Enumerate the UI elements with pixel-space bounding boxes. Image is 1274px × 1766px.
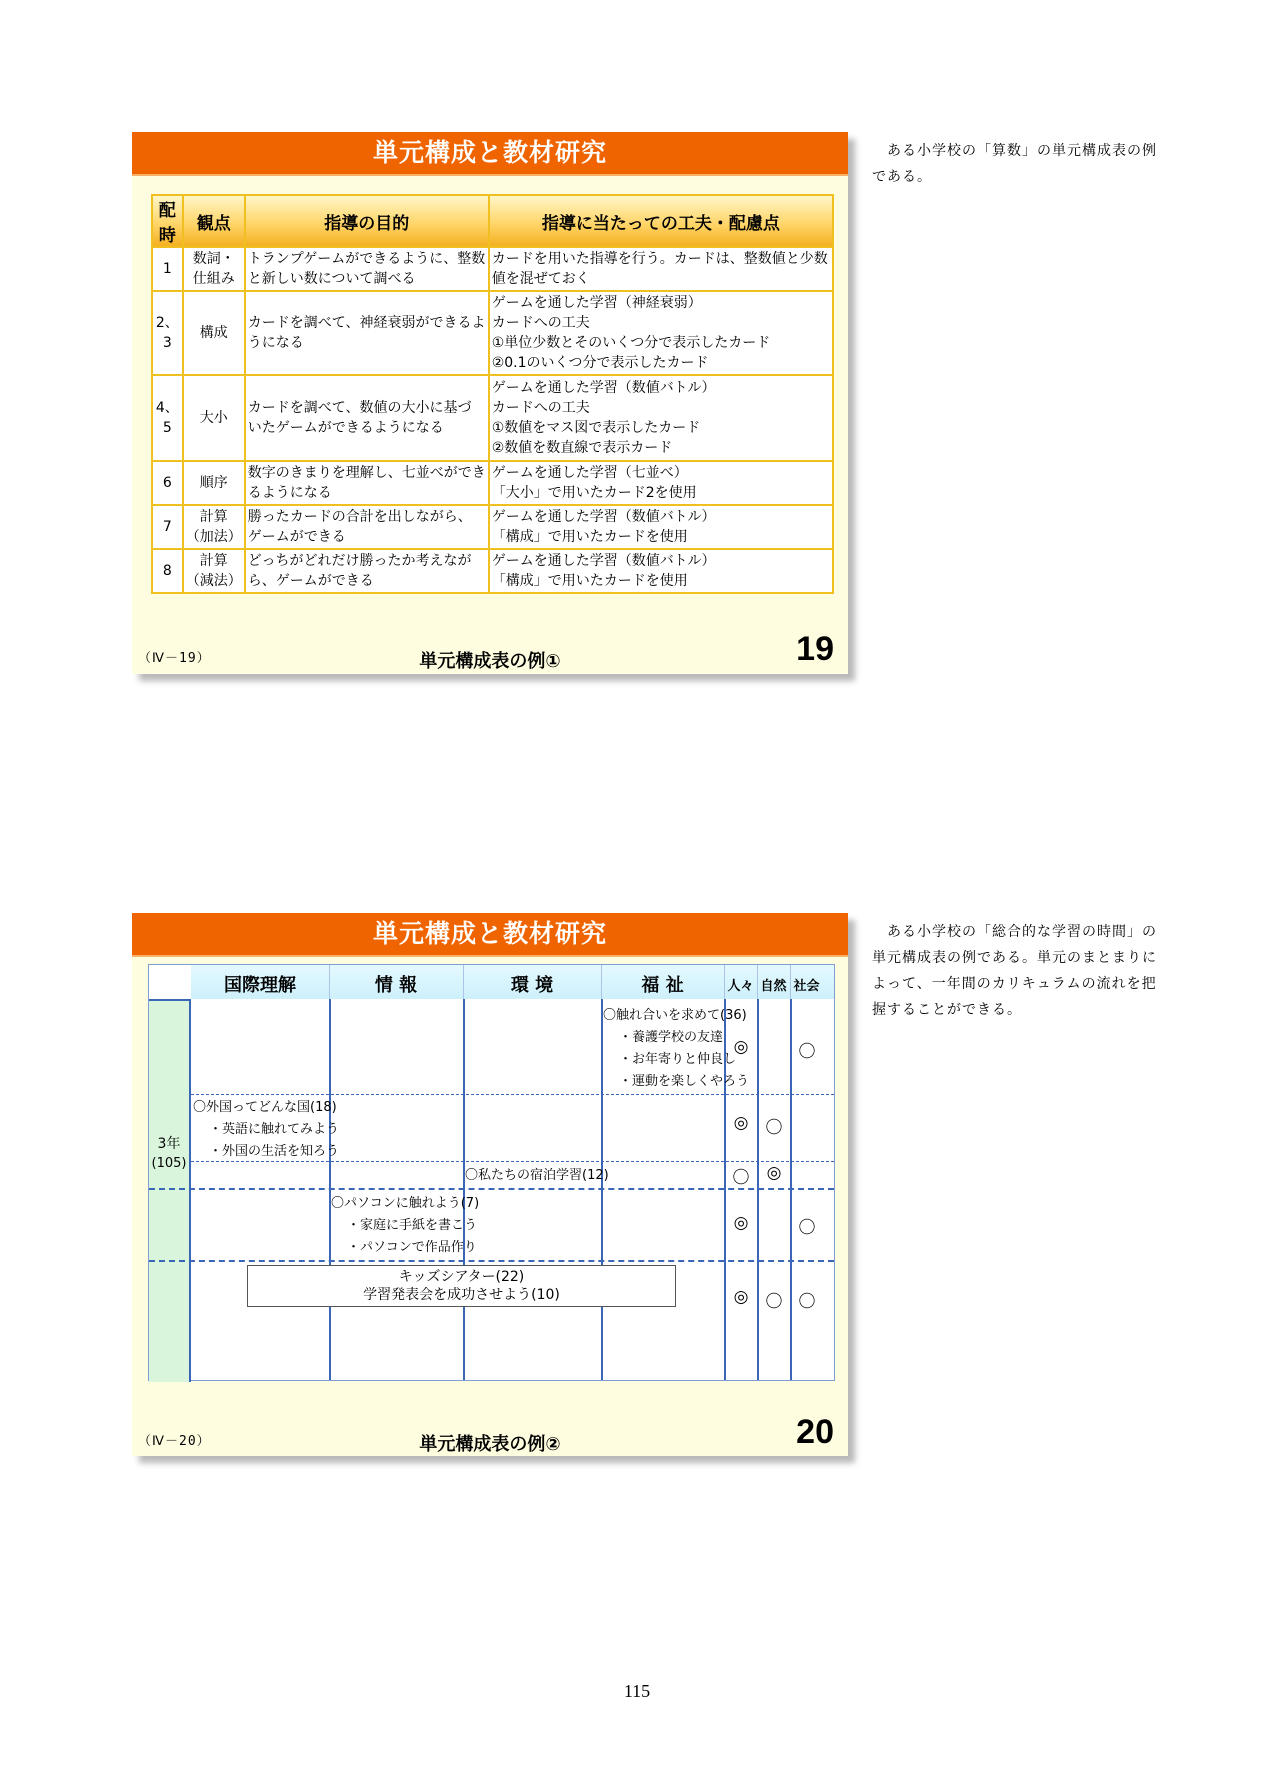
slide-19 xyxy=(132,132,848,674)
header-purpose: 指導の目的 xyxy=(245,195,489,247)
cell-line: 値を混ぜておく xyxy=(491,271,590,287)
kankyo-unit-title: 〇私たちの宿泊学習(12) xyxy=(465,1168,609,1183)
mark: ◎ xyxy=(733,1213,749,1233)
cell-notes xyxy=(489,291,833,375)
row-divider xyxy=(191,1094,834,1095)
slide-number: 20 xyxy=(796,1413,834,1451)
grade-column xyxy=(149,999,191,1382)
cell-line: ら、ゲームができる xyxy=(247,573,374,589)
unit-plan-table xyxy=(151,194,834,594)
slide-caption: 単元構成表の例② xyxy=(419,1434,561,1455)
cell-purpose xyxy=(245,461,489,505)
slide-title: 単元構成と教材研究 xyxy=(132,913,848,957)
header-viewpoint: 観点 xyxy=(183,195,245,247)
cell-purpose xyxy=(245,505,489,549)
divider xyxy=(329,965,330,999)
divider xyxy=(757,965,758,999)
fukushi-unit-title: 〇触れ合いを求めて(36) xyxy=(603,1008,747,1023)
table-row xyxy=(152,291,833,375)
mark: 〇 xyxy=(732,1168,750,1188)
cell-line: 順序 xyxy=(199,475,228,491)
kokusai-unit-title: 〇外国ってどんな国(18) xyxy=(193,1100,337,1115)
slide-ref: （Ⅳ－20） xyxy=(138,1434,211,1449)
joho-item: ・家庭に手紙を書こう xyxy=(347,1218,478,1233)
kids-theater-box xyxy=(247,1265,676,1307)
mark: 〇 xyxy=(765,1118,783,1138)
grade-hours: (105) xyxy=(151,1156,187,1171)
row-divider xyxy=(149,1260,834,1262)
table-row xyxy=(152,461,833,505)
divider xyxy=(601,965,602,999)
cell-line: 仕組み xyxy=(192,271,235,287)
divider xyxy=(724,965,725,999)
cell-line: るようになる xyxy=(247,485,332,501)
slide-title: 単元構成と教材研究 xyxy=(132,132,848,176)
cell-time: 7 xyxy=(152,505,183,549)
cell-time: 6 xyxy=(152,461,183,505)
fukushi-item: ・お年寄りと仲良し xyxy=(619,1052,737,1067)
header-time: 配時 xyxy=(152,195,183,247)
mark: ◎ xyxy=(733,1113,749,1133)
cell-line: 計算 xyxy=(199,509,228,525)
cell-line: 数字のきまりを理解し、七並べができ xyxy=(247,465,486,481)
cell-line: ①単位少数とそのいくつ分で表示したカード xyxy=(491,335,771,351)
header-notes: 指導に当たっての工夫・配慮点 xyxy=(489,195,833,247)
table-header-row xyxy=(152,195,833,247)
cell-viewpoint xyxy=(183,375,245,461)
cell-viewpoint xyxy=(183,291,245,375)
row-divider xyxy=(149,1188,834,1190)
joho-unit-title: 〇パソコンに触れよう(7) xyxy=(331,1196,480,1211)
cell-viewpoint xyxy=(183,461,245,505)
header-society: 社会 xyxy=(793,979,820,994)
mark: 〇 xyxy=(798,1042,816,1062)
fukushi-item: ・運動を楽しくやろう xyxy=(619,1074,750,1089)
cell-line: ゲームを通した学習（七並べ） xyxy=(491,465,688,481)
cell-notes xyxy=(489,247,833,291)
slide-caption: 単元構成表の例① xyxy=(419,651,561,672)
cell-viewpoint xyxy=(183,247,245,291)
mark: 〇 xyxy=(765,1292,783,1312)
box-line: キッズシアター(22) xyxy=(398,1269,525,1285)
cell-line: （減法） xyxy=(185,573,242,589)
divider xyxy=(463,965,464,999)
cell-line: カードを調べて、神経衰弱ができるよ xyxy=(247,315,486,331)
cell-notes xyxy=(489,505,833,549)
kokusai-item: ・外国の生活を知ろう xyxy=(209,1144,340,1159)
table-row xyxy=(152,505,833,549)
cell-line: ゲームができる xyxy=(247,529,346,545)
cell-line: ゲームを通した学習（数値バトル） xyxy=(491,509,716,525)
kokusai-item: ・英語に触れてみよう xyxy=(209,1122,340,1137)
cell-line: 「構成」で用いたカードを使用 xyxy=(491,573,688,589)
cell-line: 構成 xyxy=(199,325,228,341)
cell-notes xyxy=(489,375,833,461)
cell-line: （加法） xyxy=(185,529,242,545)
cell-line: 「構成」で用いたカードを使用 xyxy=(491,529,688,545)
mark: 〇 xyxy=(798,1292,816,1312)
cell-line: トランプゲームができるように、整数 xyxy=(247,251,486,267)
slide-20 xyxy=(132,913,848,1456)
header-kankyo: 環 境 xyxy=(510,975,554,996)
cell-line: カードを調べて、数値の大小に基づ xyxy=(247,400,472,416)
cell-purpose xyxy=(245,549,489,593)
cell-line: 数詞・ xyxy=(192,251,235,267)
cell-purpose xyxy=(245,291,489,375)
cell-line: カードへの工夫 xyxy=(491,315,590,331)
slide-19-note: ある小学校の「算数」の単元構成表の例である。 xyxy=(872,143,1157,185)
cell-line: 大小 xyxy=(199,410,228,426)
cell-viewpoint xyxy=(183,505,245,549)
cell-line: ②0.1のいくつ分で表示したカード xyxy=(491,355,709,371)
cell-time: 8 xyxy=(152,549,183,593)
cell-line: ①数値をマス図で表示したカード xyxy=(491,420,701,436)
cell-line: いたゲームができるようになる xyxy=(247,420,444,436)
mark: ◎ xyxy=(733,1037,749,1057)
cell-line: うになる xyxy=(247,335,304,351)
cell-line: と新しい数について調べる xyxy=(247,271,416,287)
cell-time: 1 xyxy=(152,247,183,291)
cell-line: 勝ったカードの合計を出しながら、 xyxy=(247,509,472,525)
cell-line: 「大小」で用いたカード2を使用 xyxy=(491,485,697,501)
cell-line: 計算 xyxy=(199,553,228,569)
header-people: 人々 xyxy=(727,979,754,994)
mark: ◎ xyxy=(733,1287,749,1307)
slide-20-note: ある小学校の「総合的な学習の時間」の単元構成表の例である。単元のまとまりによって、一年間のカリキュラムの流れを把握することができる。 xyxy=(872,924,1157,1018)
mark: ◎ xyxy=(766,1163,782,1183)
cell-line: ゲームを通した学習（神経衰弱） xyxy=(491,295,702,311)
divider xyxy=(790,965,791,999)
grade-label: 3年 xyxy=(157,1136,181,1152)
box-line: 学習発表会を成功させよう(10) xyxy=(363,1287,560,1303)
mark: 〇 xyxy=(798,1218,816,1238)
header-joho: 情 報 xyxy=(374,975,418,996)
page-number: 115 xyxy=(623,1681,651,1701)
cell-time: 4、5 xyxy=(152,375,183,461)
cell-line: カードを用いた指導を行う。カードは、整数値と少数 xyxy=(491,251,828,267)
cell-line: ゲームを通した学習（数値バトル） xyxy=(491,380,716,396)
fukushi-item: ・養護学校の友達 xyxy=(619,1030,724,1045)
cell-purpose xyxy=(245,247,489,291)
cell-line: ゲームを通した学習（数値バトル） xyxy=(491,553,716,569)
cell-viewpoint xyxy=(183,549,245,593)
header-nature: 自然 xyxy=(760,979,787,994)
cell-line: ②数値を数直線で表示カード xyxy=(491,440,673,456)
table-row xyxy=(152,549,833,593)
curriculum-grid xyxy=(148,964,835,1381)
table-row xyxy=(152,375,833,461)
cell-time: 2、3 xyxy=(152,291,183,375)
cell-notes xyxy=(489,549,833,593)
slide-ref: （Ⅳ－19） xyxy=(138,651,211,666)
cell-line: カードへの工夫 xyxy=(491,400,590,416)
table-row xyxy=(152,247,833,291)
cell-notes xyxy=(489,461,833,505)
header-fukushi: 福 祉 xyxy=(641,975,684,996)
header-kokusai: 国際理解 xyxy=(224,975,296,996)
joho-item: ・パソコンで作品作り xyxy=(347,1240,477,1255)
cell-line: どっちがどれだけ勝ったか考えなが xyxy=(247,553,472,569)
slide-number: 19 xyxy=(796,630,834,668)
cell-purpose xyxy=(245,375,489,461)
